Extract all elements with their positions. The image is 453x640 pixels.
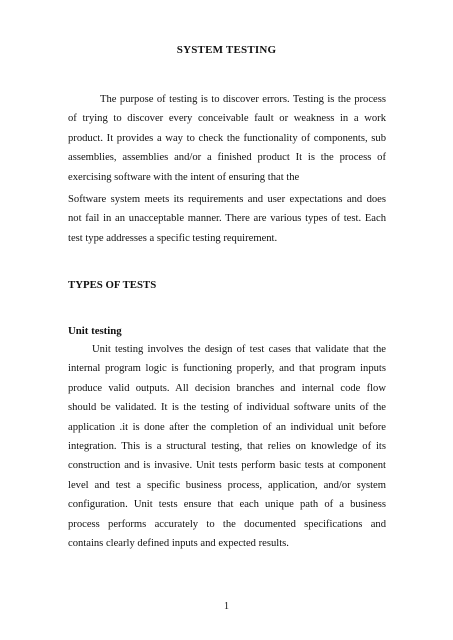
intro-paragraph-2 (68, 190, 386, 248)
text-line: of trying to discover every conceivable fault or weakness in a work (68, 113, 386, 125)
page-title: SYSTEM TESTING (176, 44, 277, 56)
text-line: level and test a specific business process, application, and/or system (68, 479, 386, 491)
text-line: integration. This is a structural testing, that relies on knowledge of its (68, 441, 386, 453)
text-line: Unit testing involves the design of test cases that validate that the (92, 344, 386, 355)
types-of-tests-heading: TYPES OF TESTS (68, 279, 157, 291)
text-line: application .it is done after the completion of an individual unit before (68, 421, 386, 433)
text-line: should be validated. It is the testing of individual software units of the (68, 402, 386, 414)
text-line: assemblies, assemblies and/or a finished product It is the process of (68, 152, 386, 164)
page-number: 1 (224, 601, 229, 612)
text-line: The purpose of testing is to discover errors. Testing is the process (100, 94, 386, 105)
text-line: configuration. Unit tests ensure that each unique path of a business (68, 499, 386, 511)
text-line: contains clearly defined inputs and expected results. (68, 538, 289, 550)
text-line: Software system meets its requirements and user expectations and does (68, 194, 386, 205)
text-line: not fail in an unacceptable manner. There are various types of test. Each (68, 213, 386, 225)
text-line: product. It provides a way to check the functionality of components, sub (68, 132, 386, 144)
unit-testing-heading: Unit testing (68, 325, 122, 337)
text-line: construction and is invasive. Unit tests perform basic tests at component (68, 460, 386, 472)
intro-paragraph-1 (68, 90, 386, 187)
text-line: exercising software with the intent of ensuring that the (68, 171, 300, 183)
text-line: internal program logic is functioning properly, and that program inputs (68, 363, 386, 375)
text-line: process performs accurately to the documented specifications and (68, 518, 386, 530)
text-line: produce valid outputs. All decision branches and internal code flow (68, 382, 386, 394)
unit-testing-paragraph (68, 340, 386, 553)
text-line: test type addresses a specific testing requirement. (68, 232, 278, 244)
